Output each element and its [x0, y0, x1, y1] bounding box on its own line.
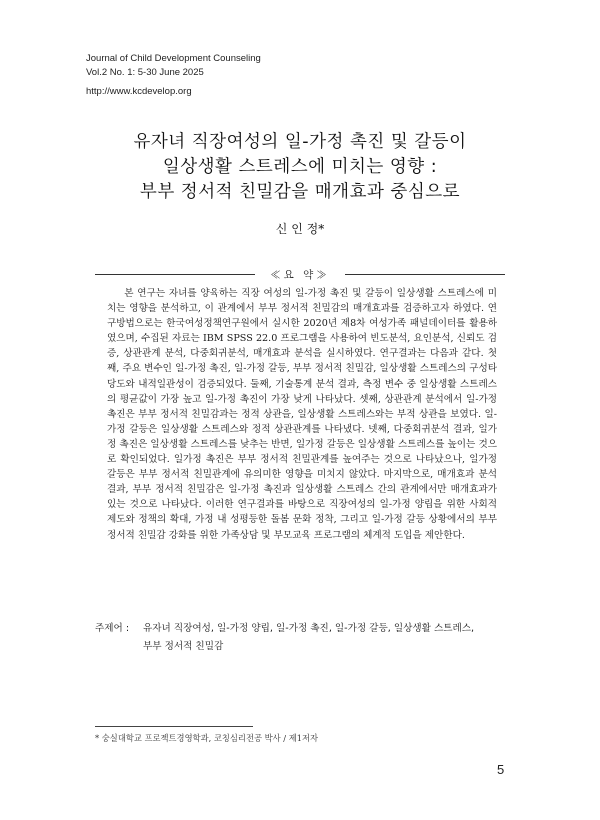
keywords-label: 주제어 : [95, 623, 130, 634]
title-line-2: 일상생활 스트레스에 미치는 영향 : [162, 157, 438, 177]
rule-right [345, 274, 505, 275]
keywords-line-2: 부부 정서적 친밀감 [143, 641, 224, 652]
journal-header [86, 52, 261, 80]
journal-url[interactable]: http://www.kcdevelop.org [86, 86, 192, 97]
title-line-1: 유자녀 직장여성의 일-가정 촉진 및 갈등이 [133, 132, 467, 152]
footnote-rule [95, 726, 253, 727]
title-line-3: 부부 정서적 친밀감을 매개효과 중심으로 [139, 182, 461, 202]
footnote: * 숭실대학교 프로젝트경영학과, 코칭심리전공 박사 / 제1저자 [95, 733, 319, 743]
journal-issue: Vol.2 No. 1: 5-30 June 2025 [86, 67, 204, 78]
paper-title [60, 130, 540, 205]
keywords-line-1: 유자녀 직장여성, 일-가정 양립, 일-가정 촉진, 일-가정 갈등, 일상생활 스트레스, [143, 623, 475, 634]
abstract-body: 본 연구는 자녀를 양육하는 직장 여성의 일-가정 촉진 및 갈등이 일상생활 스트레스에 미치는 영향을 분석하고, 이 관계에서 부부 정서적 친밀감의 매개효과를 검증하고자 하였다. 연구방법으로는 한국여성정책연구원에서 실시한 2020년 제8차 여성가족 패널데이터를 활용하였으며, 수집된 자료는 IBM SPSS 22.0 프로그램을 사용하여 빈도분석, 요인분석, 신뢰도 검증, 상관관계 분석, 다중회귀분석, 매개효과 분석을 실시하였다. 연구결과는 다음과 같다. 첫째, 주요 변수인 일-가정 촉진, 일-가정 갈등, 부부 정서적 친밀감, 일상생활 스트레스의 구성타당도와 내적일관성이 검증되었다. 둘째, 기술통계 분석 결과, 측정 변수 중 일상생활 스트레스의 평균값이 가장 높고 일-가정 촉진이 가장 낮게 나타났다. 셋째, 상관관계 분석에서 일-가정 촉진은 부부 정서적 친밀감과는 정적 상관을, 일상생활 스트레스와는 부적 상관을 보였다. 일-가정 갈등은 일상생활 스트레스와 정적 상관관계를 나타냈다. 넷째, 다중회귀분석 결과, 일가정 촉진은 일상생활 스트레스를 낮추는 반면, 일가정 갈등은 일상생활 스트레스를 높이는 것으로 확인되었다. 일가정 촉진은 부부 정서적 친밀관계를 높여주는 것으로 나타났으나, 일가정 갈등은 부부 정서적 친밀관계에 유의미한 영향을 미치지 않았다. 마지막으로, 매개효과 분석 결과, 부부 정서적 친밀감은 일-가정 촉진과 일상생활 스트레스 간의 관계에서만 매개효과가 있는 것으로 나타났다. 이러한 연구결과를 바탕으로 직장여성의 일-가정 양립을 위한 사회적 제도와 정책의 확대, 가정 내 성평등한 돌봄 문화 정착, 그리고 일-가정 갈등 상황에서의 부부 정서적 친밀감 강화를 위한 가족상담 및 부모교육 프로그램의 체계적 도입을 제안한다. [107, 288, 497, 541]
keywords-section [95, 620, 515, 656]
page-number: 5 [497, 762, 505, 777]
keywords-indent [95, 638, 143, 656]
abstract-heading-rule [95, 268, 505, 280]
journal-name: Journal of Child Development Counseling [86, 53, 261, 64]
author-name: 신 인 정* [275, 222, 325, 236]
abstract-heading: ≪요 약≫ [270, 269, 330, 281]
abstract-section [107, 286, 497, 543]
